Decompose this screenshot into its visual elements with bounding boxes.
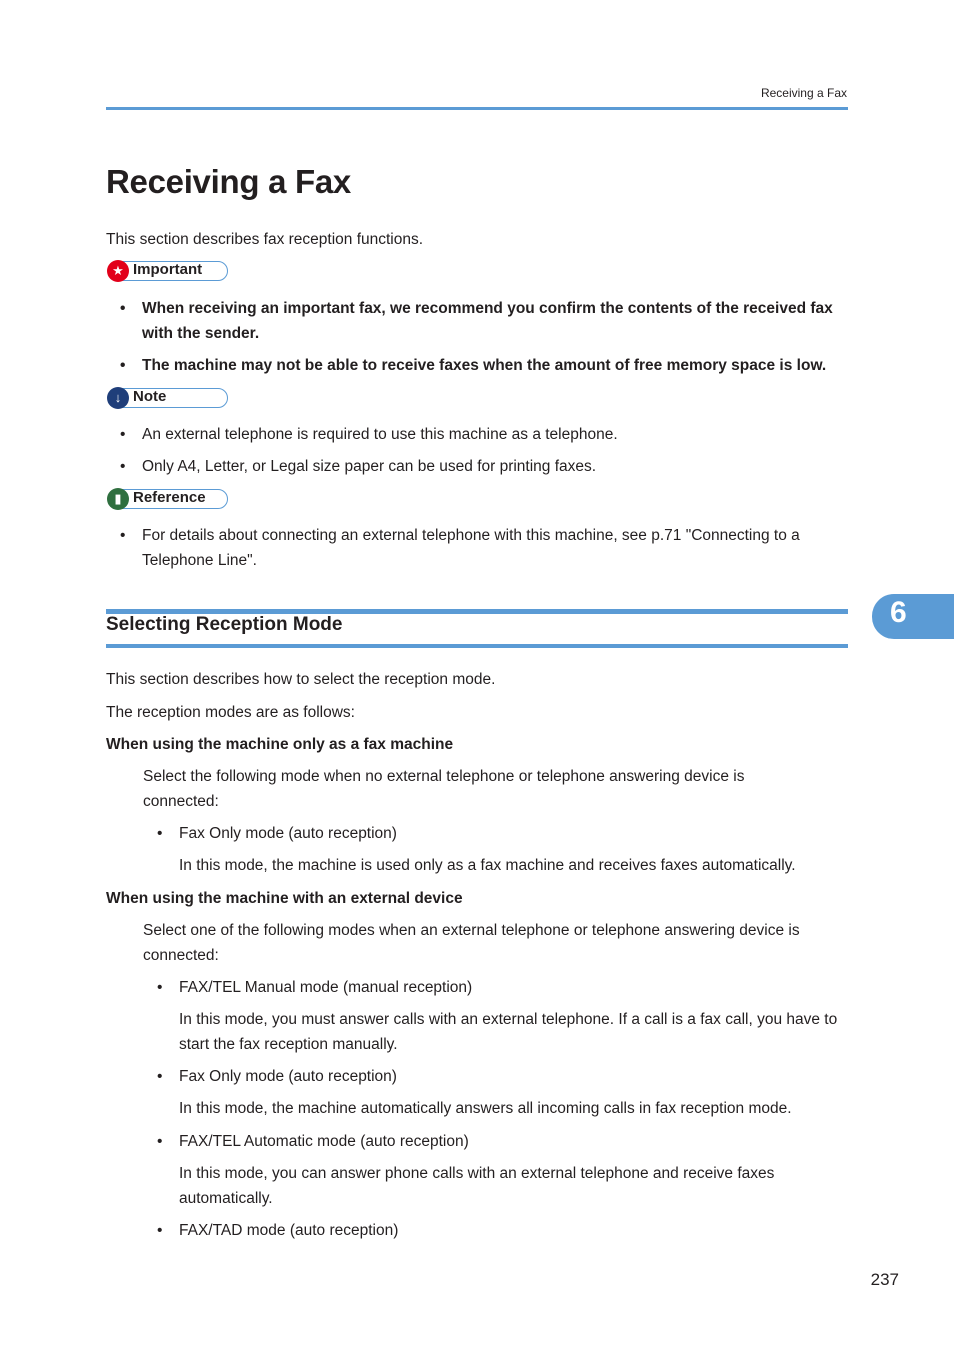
mode-list <box>143 1064 848 1096</box>
list-item: • FAX/TAD mode (auto reception) <box>143 1218 848 1243</box>
note-list <box>106 422 848 486</box>
mode-list <box>143 1129 848 1161</box>
page-number: 237 <box>870 1270 899 1289</box>
subheading-external: When using the machine with an external device <box>106 890 463 907</box>
header-rule <box>106 107 848 110</box>
section-paragraph: The reception modes are as follows: <box>106 704 355 721</box>
reference-list <box>106 523 848 580</box>
list-item: • The machine may not be able to receive faxes when the amount of free memory space is low. <box>106 353 848 378</box>
list-item: • For details about connecting an external telephone with this machine, see p.71 "Connecting to a Telephone Line". <box>106 523 848 573</box>
chapter-tab <box>872 594 954 639</box>
list-item: • FAX/TEL Automatic mode (auto reception) <box>143 1129 848 1154</box>
list-item: • FAX/TEL Manual mode (manual reception) <box>143 975 848 1000</box>
mode-list <box>143 1218 848 1250</box>
mode-description: Select one of the following modes when an external telephone or telephone answering device is connected: <box>143 922 800 964</box>
reference-label: Reference <box>133 489 206 506</box>
reference-badge <box>108 489 228 509</box>
important-list <box>106 296 848 385</box>
list-item: • An external telephone is required to use this machine as a telephone. <box>106 422 848 447</box>
mode-list <box>143 821 848 853</box>
mode-list <box>143 975 848 1007</box>
chapter-number: 6 <box>890 596 907 629</box>
mode-detail: In this mode, the machine is used only as a fax machine and receives faxes automatically. <box>179 857 796 874</box>
list-item: • Fax Only mode (auto reception) <box>143 821 848 846</box>
arrow-down-icon: ↓ <box>107 387 129 409</box>
subheading-fax-only: When using the machine only as a fax machine <box>106 736 454 753</box>
list-item: • Only A4, Letter, or Legal size paper can be used for printing faxes. <box>106 454 848 479</box>
section-paragraph: This section describes how to select the reception mode. <box>106 671 496 688</box>
page-title: Receiving a Fax <box>106 163 351 200</box>
star-icon: ★ <box>107 260 129 282</box>
mode-detail: In this mode, the machine automatically answers all incoming calls in fax reception mode. <box>179 1100 792 1117</box>
mode-detail: In this mode, you must answer calls with an external telephone. If a call is a fax call, you have to start the fax reception manually. <box>179 1011 838 1053</box>
section-rule-bottom <box>106 644 848 648</box>
mode-detail: In this mode, you can answer phone calls with an external telephone and receive faxes automatically. <box>179 1165 775 1207</box>
book-icon: ▮ <box>107 488 129 510</box>
important-label: Important <box>133 261 203 278</box>
important-badge <box>108 261 228 281</box>
running-header: Receiving a Fax <box>760 86 847 100</box>
intro-text: This section describes fax reception functions. <box>106 231 424 248</box>
note-badge <box>108 388 228 408</box>
section-heading: Selecting Reception Mode <box>106 614 343 635</box>
note-label: Note <box>133 388 167 405</box>
list-item: • Fax Only mode (auto reception) <box>143 1064 848 1089</box>
list-item: • When receiving an important fax, we recommend you confirm the contents of the received fax with the sender. <box>106 296 848 346</box>
mode-description: Select the following mode when no external telephone or telephone answering device is connected: <box>143 768 745 810</box>
